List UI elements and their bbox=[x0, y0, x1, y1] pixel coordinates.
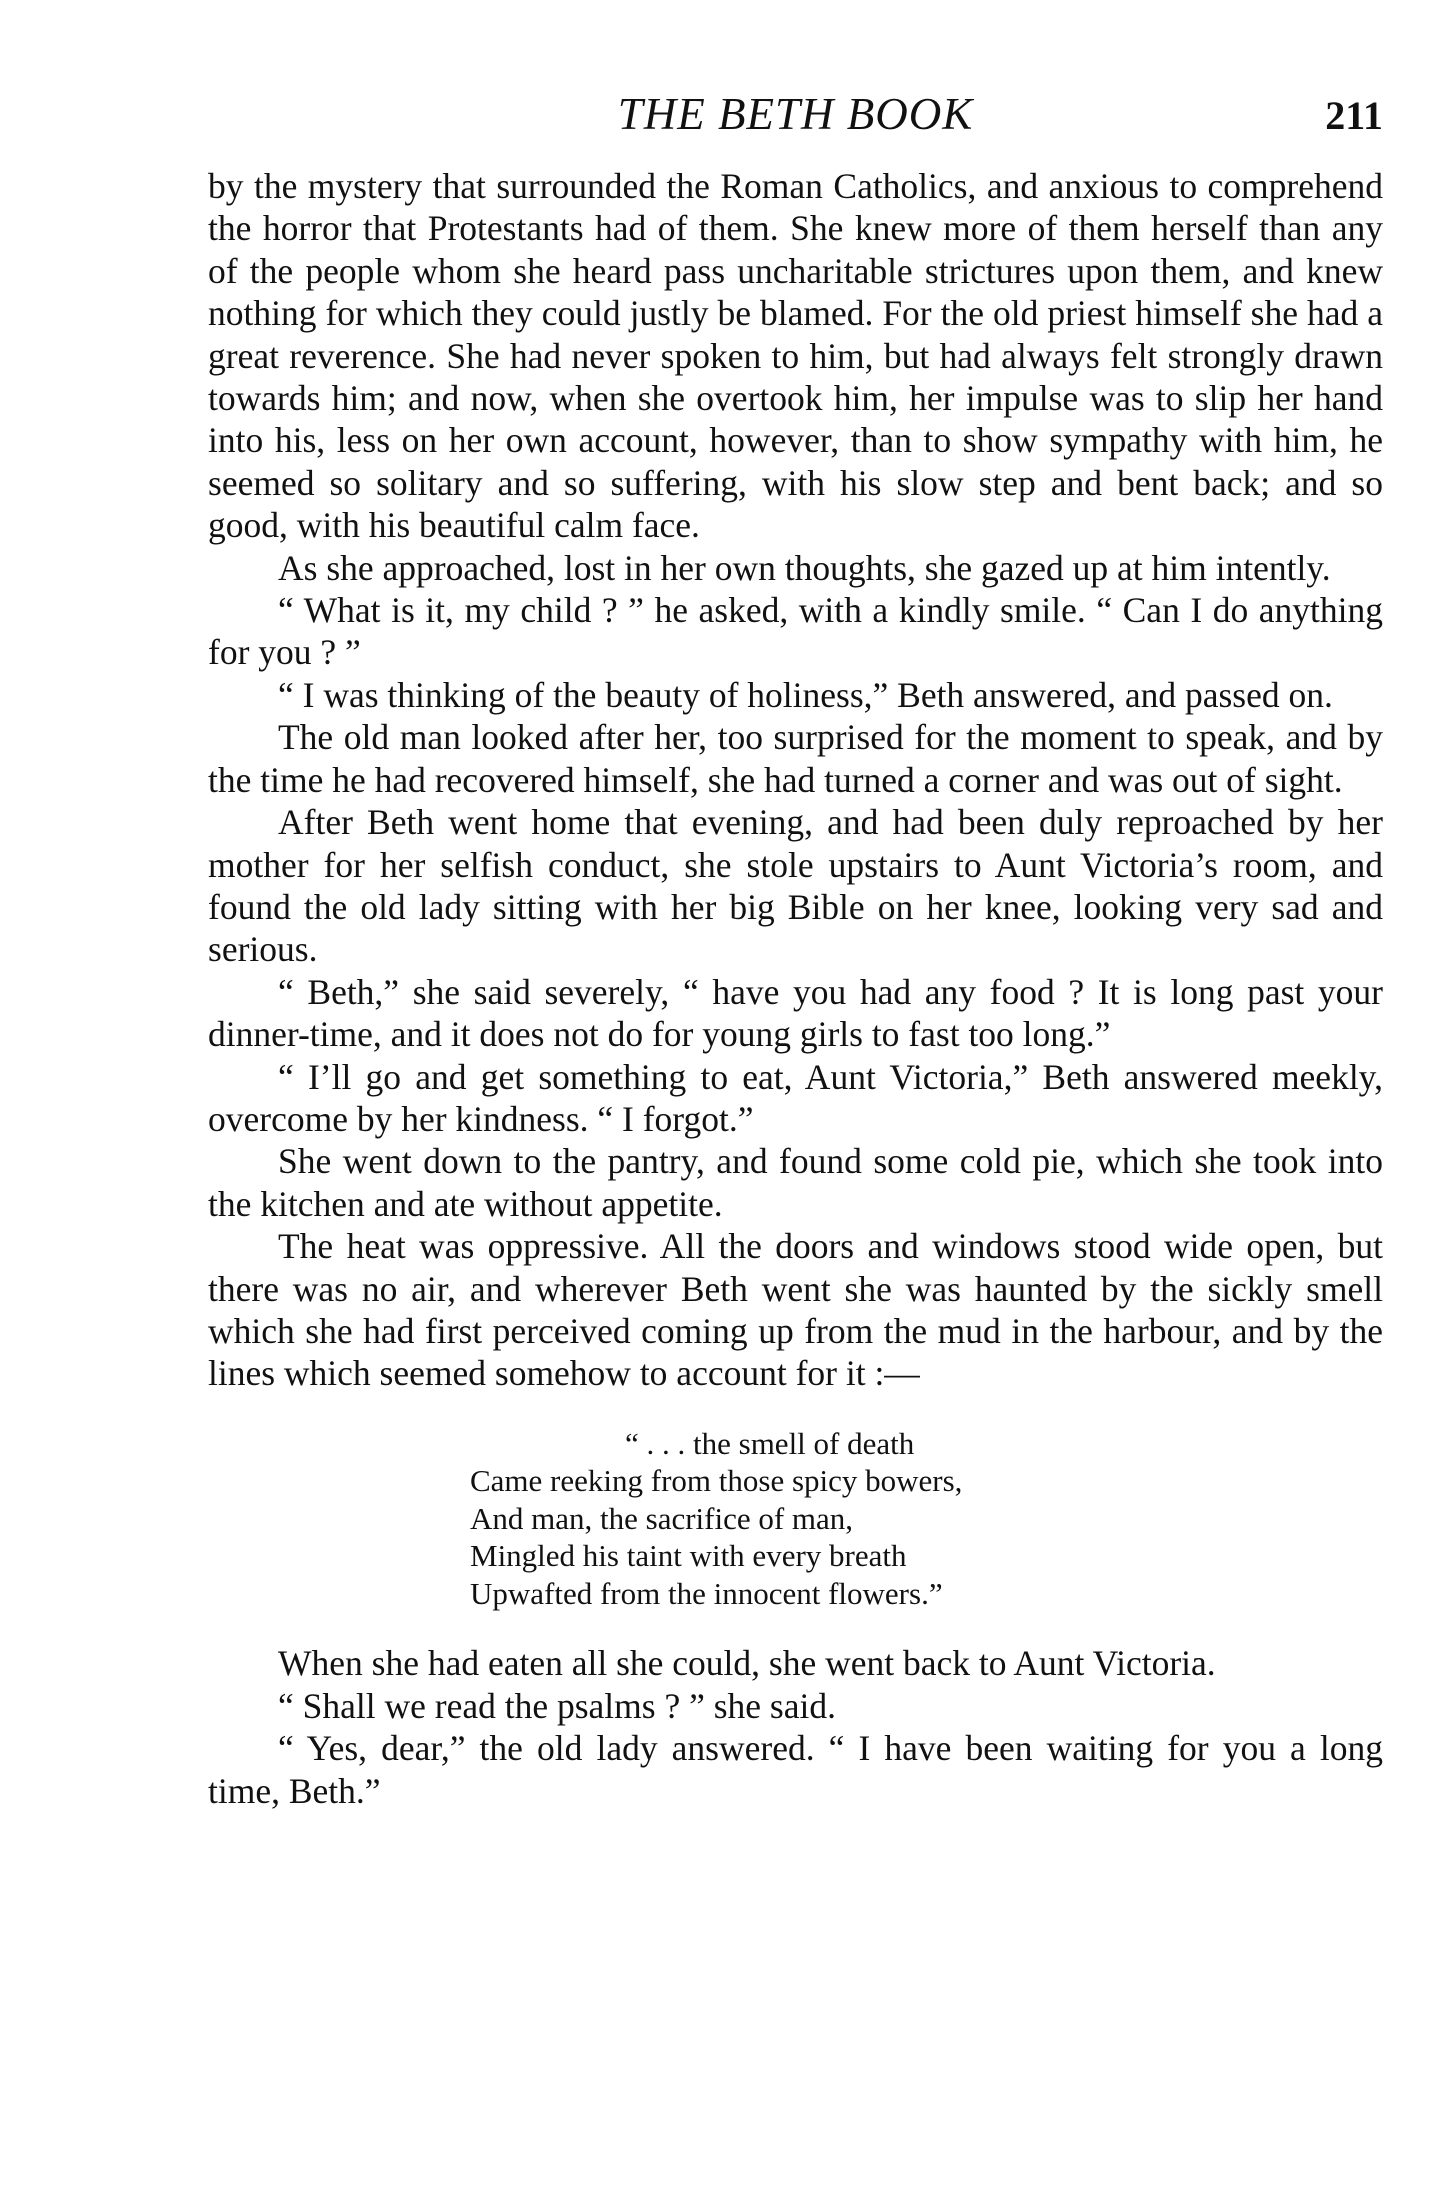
paragraph: “ I’ll go and get something to eat, Aunt Victoria,” Beth answered meekly, overcome by her kindness. “ I forgot.” bbox=[208, 1056, 1383, 1139]
paragraph: As she approached, lost in her own thoughts, she gazed up at him intently. bbox=[278, 547, 1331, 588]
page-number: 211 bbox=[1325, 93, 1383, 138]
paragraph: When she had eaten all she could, she went back to Aunt Victoria. bbox=[278, 1643, 1216, 1684]
verse-line: And man, the sacrifice of man, bbox=[470, 1500, 854, 1536]
paragraph: After Beth went home that evening, and had been duly reproached by her mother for her selfish conduct, she stole upstairs to Aunt Victoria’s room, and found the old lady sitting with her big Bible on her knee, looking very sad and serious. bbox=[208, 802, 1383, 970]
body-text bbox=[208, 165, 1383, 1812]
book-title: THE BETH BOOK bbox=[617, 89, 974, 139]
paragraph: “ What is it, my child ? ” he asked, with a kindly smile. “ Can I do anything for you ? ” bbox=[208, 590, 1383, 673]
verse-line: Mingled his taint with every breath bbox=[470, 1538, 907, 1574]
paragraph: “ Beth,” she said severely, “ have you had any food ? It is long past your dinner-time, and it does not do for young girls to fast too long.” bbox=[208, 971, 1383, 1055]
paragraph: The heat was oppressive. All the doors and windows stood wide open, but there was no air, and wherever Beth went she was haunted by the sickly smell which she had first perceived coming up from the mud in the harbour, and by the lines which seemed somehow to account for it :— bbox=[208, 1226, 1383, 1394]
running-head bbox=[208, 88, 1383, 144]
verse-line: “ . . . the smell of death bbox=[625, 1425, 915, 1461]
verse-line: Upwafted from the innocent flowers.” bbox=[470, 1575, 943, 1611]
paragraph: “ Yes, dear,” the old lady answered. “ I have been waiting for you a long time, Beth.” bbox=[208, 1728, 1383, 1811]
verse-quotation bbox=[470, 1425, 1383, 1613]
paragraph: She went down to the pantry, and found some cold pie, which she took into the kitchen and ate without appetite. bbox=[208, 1141, 1383, 1224]
paragraph: The old man looked after her, too surprised for the moment to speak, and by the time he had recovered himself, she had turned a corner and was out of sight. bbox=[208, 717, 1383, 800]
verse-line: Came reeking from those spicy bowers, bbox=[470, 1463, 963, 1499]
paragraph: by the mystery that surrounded the Roman Catholics, and anxious to comprehend the horror that Protestants had of them. She knew more of them herself than any of the people whom she heard pass uncharitable strictures upon them, and knew nothing for which they could justly be blamed. For the old priest himself she had a great reverence. She had never spoken to him, but had always felt strongly drawn towards him; and now, when she overtook him, her impulse was to slip her hand into his, less on her own account, however, than to show sympathy with him, he seemed so solitary and so suffering, with his slow step and bent back; and so good, with his beautiful calm face. bbox=[208, 166, 1383, 546]
paragraph: “ Shall we read the psalms ? ” she said. bbox=[278, 1685, 836, 1726]
paragraph: “ I was thinking of the beauty of holiness,” Beth answered, and passed on. bbox=[278, 674, 1333, 715]
